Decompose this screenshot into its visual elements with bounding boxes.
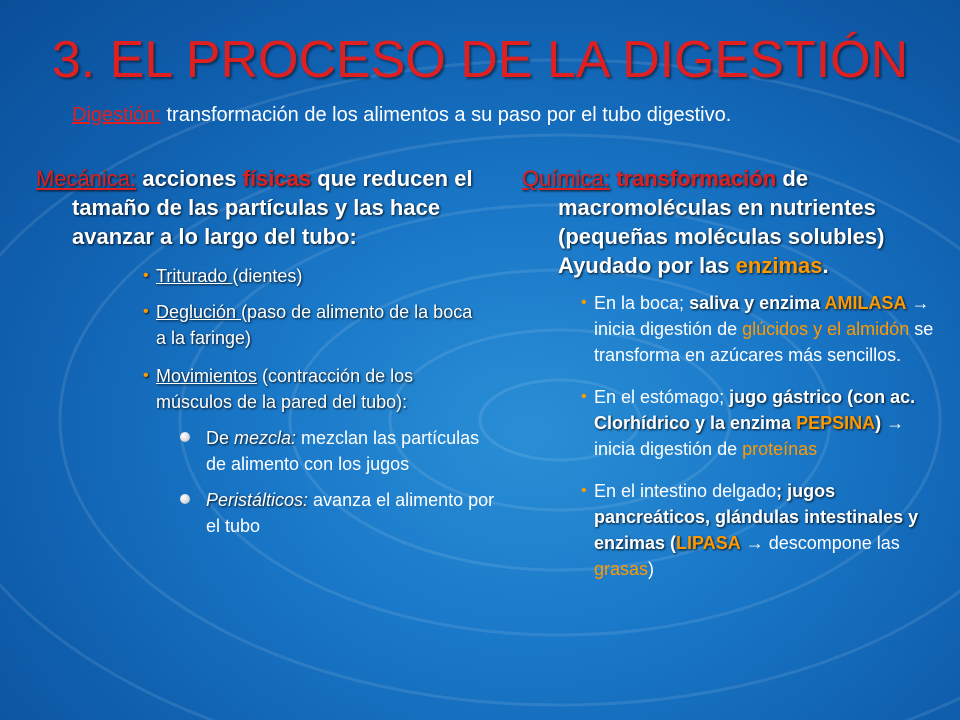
digestion-definition — [72, 104, 731, 127]
bullet-sphere — [180, 432, 190, 442]
item-bold: ; jugos pancreáticos, glándulas intestinales y enzimas ( — [594, 481, 919, 553]
list-item-intestino — [581, 478, 942, 582]
subitem-text: avanza el alimento por el tubo — [206, 490, 495, 536]
mechanical-text-a: acciones — [136, 166, 243, 191]
list-item-estomago — [581, 384, 942, 462]
item-highlight: grasas — [594, 559, 649, 579]
item-text: (paso de alimento de la boca a la faringe) — [156, 302, 473, 348]
item-text: En el estómago; — [594, 387, 730, 407]
item-enzyme: PEPSINA — [796, 413, 876, 433]
list-subitem-peristalticos — [206, 487, 496, 539]
item-term: Movimientos — [156, 366, 258, 386]
subitem-term: De — [206, 428, 235, 448]
item-enzyme: LIPASA — [676, 533, 741, 553]
bullet-dot: • — [143, 303, 149, 320]
bullet-dot: • — [143, 367, 149, 384]
slide-title: 3. EL PROCESO DE LA DIGESTIÓN — [51, 31, 909, 89]
list-item-deglucion — [143, 299, 481, 351]
bullet-dot: • — [581, 482, 587, 499]
definition-text: transformación de los alimentos a su paso por el tubo digestivo. — [160, 104, 732, 126]
mechanical-lead — [36, 164, 481, 251]
list-item-movimientos — [143, 363, 481, 415]
item-text: (dientes) — [232, 266, 303, 286]
definition-term: Digestión: — [72, 104, 161, 126]
item-bold: jugo gástrico (con ac. Clorhídrico y la enzima — [594, 387, 916, 433]
mechanical-column — [36, 164, 495, 539]
bullet-sphere — [180, 494, 190, 504]
subitem-term-italic: Peristálticos: — [206, 490, 309, 510]
item-highlight: proteínas — [742, 439, 818, 459]
chemical-text-end: . — [822, 253, 829, 278]
list-item-boca — [581, 290, 942, 368]
mechanical-label: Mecánica: — [36, 166, 137, 191]
item-text: En el intestino delgado — [594, 481, 777, 501]
item-bold: saliva y enzima — [689, 293, 825, 313]
chemical-highlight-enzimas: enzimas — [735, 253, 823, 278]
item-term: Triturado — [156, 266, 233, 286]
item-highlight: glúcidos y el almidón — [742, 319, 910, 339]
item-text: (contracción de los músculos de la pared del tubo): — [156, 366, 414, 412]
item-text: → inicia digestión de — [594, 293, 930, 339]
chemical-label: Química: — [522, 166, 611, 191]
list-item-triturado — [143, 263, 481, 289]
subitem-text: mezclan las partículas de alimento con los jugos — [206, 428, 480, 474]
item-text: ) — [648, 559, 655, 579]
item-text: se transforma en azúcares más sencillos. — [594, 319, 934, 365]
mechanical-text-b: que reducen el tamaño de las partículas y las hace avanzar a lo largo del tubo: — [72, 166, 473, 249]
subitem-term-italic: mezcla: — [234, 428, 297, 448]
list-subitem-mezcla — [206, 425, 496, 477]
item-term: Deglución — [156, 302, 242, 322]
bullet-dot: • — [581, 294, 587, 311]
item-text: → descompone las — [740, 533, 900, 553]
item-text: En la boca; — [594, 293, 690, 313]
bullet-dot: • — [143, 267, 149, 284]
item-bold: ) — [875, 413, 882, 433]
mechanical-highlight: físicas — [242, 166, 312, 191]
chemical-column — [522, 164, 942, 582]
chemical-lead — [522, 164, 942, 280]
bullet-dot: • — [581, 388, 587, 405]
chemical-text: de macromoléculas en nutrientes (pequeñas moléculas solubles) Ayudado por las — [558, 166, 885, 278]
chemical-highlight: transformación — [616, 166, 777, 191]
item-text: → inicia digestión de — [594, 413, 905, 459]
item-enzyme: AMILASA — [824, 293, 907, 313]
